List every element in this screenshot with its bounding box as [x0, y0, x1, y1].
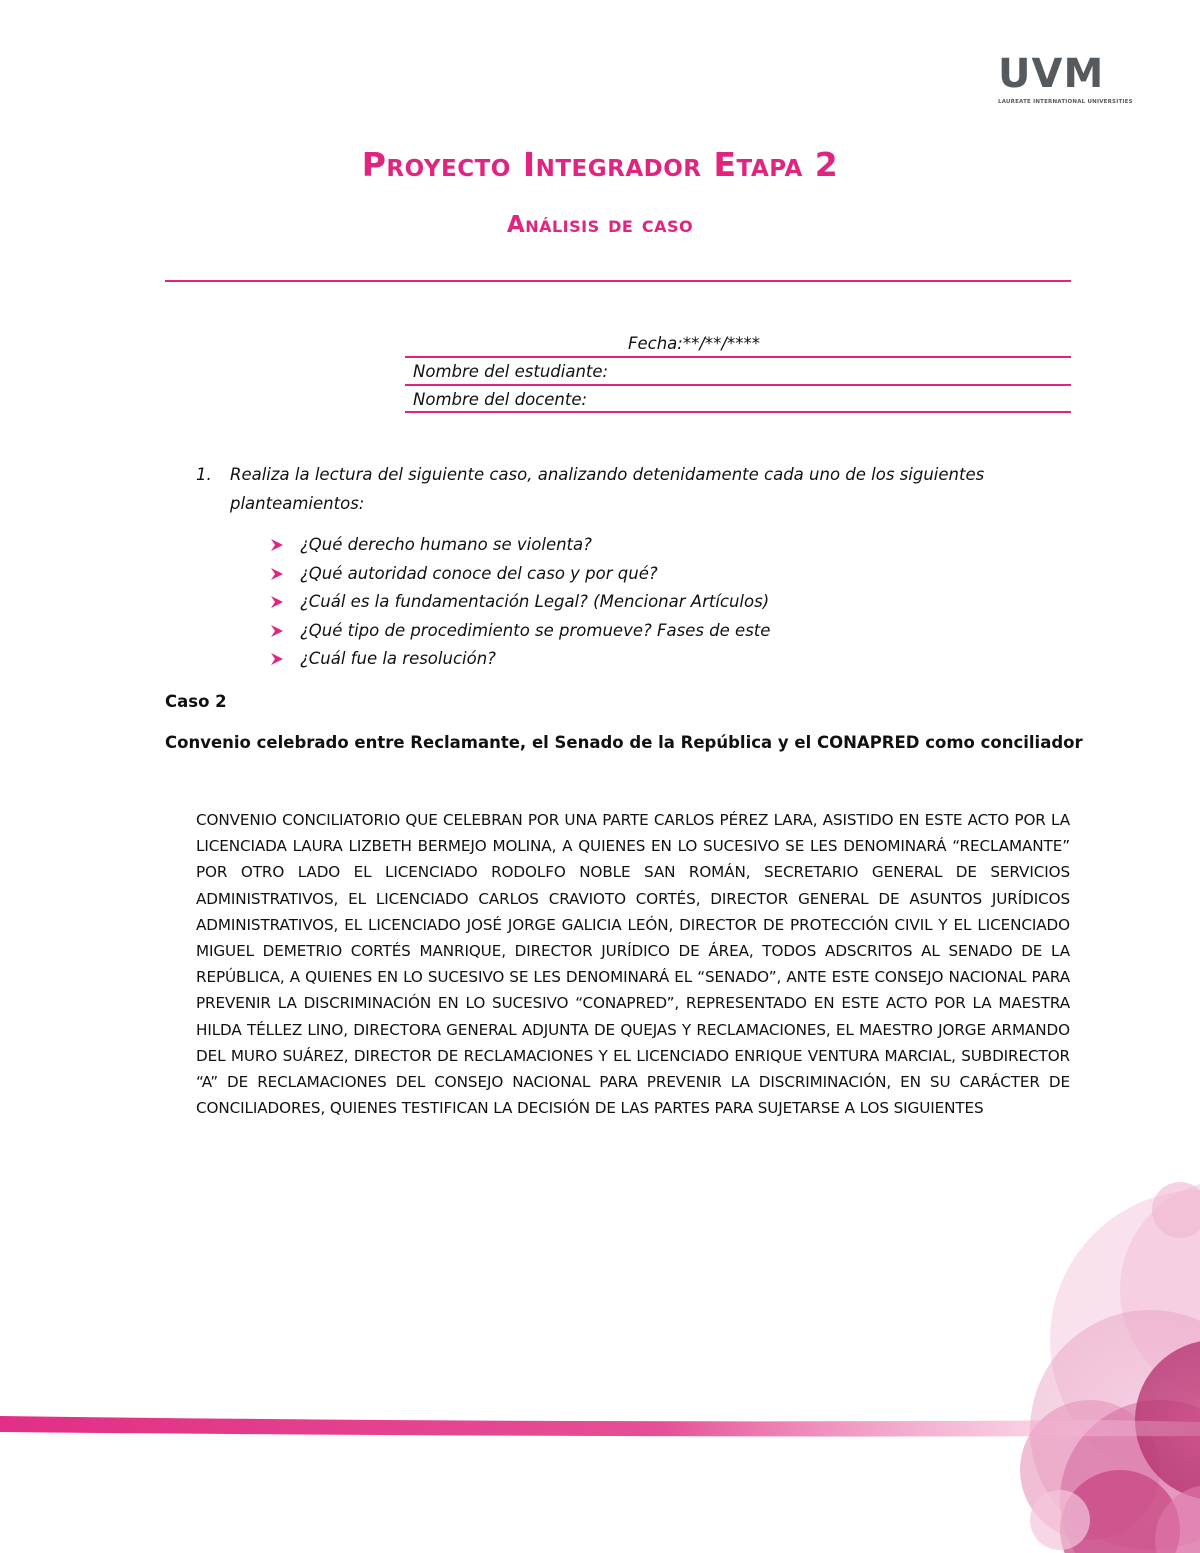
uvm-logo: [998, 51, 1133, 108]
question-item: [270, 588, 770, 617]
case-label: Caso 2: [165, 692, 227, 711]
teacher-underline: [405, 411, 1071, 413]
question-text: ¿Qué tipo de procedimiento se promueve? Fases de este: [300, 620, 771, 640]
arrow-bullet-icon: [270, 567, 284, 581]
question-item: [270, 531, 770, 560]
title-divider: [165, 280, 1071, 282]
question-item: [270, 645, 770, 674]
arrow-bullet-icon: [270, 595, 284, 609]
case-body-text: CONVENIO CONCILIATORIO QUE CELEBRAN POR UNA PARTE CARLOS PÉREZ LARA, ASISTIDO EN ESTE ACTO POR LA LICENCIADA LAURA LIZBETH BERMEJO MOLINA, A QUIENES EN LO SUCESIVO SE LES DENOMINARÁ “RECLAMANTE” POR OTRO LADO EL LICENCIADO RODOLFO NOBLE SAN ROMÁN, SECRETARIO GENERAL DE SERVICIOS ADMINISTRATIVOS, EL LICENCIADO CARLOS CRAVIOTO CORTÉS, DIRECTOR GENERAL DE ASUNTOS JURÍDICOS ADMINISTRATIVOS, EL LICENCIADO JOSÉ JORGE GALICIA LEÓN, DIRECTOR DE PROTECCIÓN CIVIL Y EL LICENCIADO MIGUEL DEMETRIO CORTÉS MANRIQUE, DIRECTOR JURÍDICO DE ÁREA, TODOS ADSCRITOS AL SENADO DE LA REPÚBLICA, A QUIENES EN LO SUCESIVO SE LES DENOMINARÁ EL “SENADO”, ANTE ESTE CONSEJO NACIONAL PARA PREVENIR LA DISCRIMINACIÓN EN LO SUCESIVO “CONAPRED”, REPRESENTADO EN ESTE ACTO POR LA MAESTRA HILDA TÉLLEZ LINO, DIRECTORA GENERAL ADJUNTA DE QUEJAS Y RECLAMACIONES, EL MAESTRO JORGE ARMANDO DEL MURO SUÁREZ, DIRECTOR DE RECLAMACIONES Y EL LICENCIADO ENRIQUE VENTURA MARCIAL, SUBDIRECTOR “A” DE RECLAMACIONES DEL CONSEJO NACIONAL PARA PREVENIR LA DISCRIMINACIÓN, EN SU CARÁCTER DE CONCILIADORES, QUIENES TESTIFICAN LA DECISIÓN DE LAS PARTES PARA SUJETARSE A LOS SIGUIENTES: [196, 811, 1070, 1118]
date-field: Fecha:**/**/****: [628, 334, 760, 353]
teacher-name-field: Nombre del docente:: [413, 390, 588, 409]
instruction-text: Realiza la lectura del siguiente caso, analizando detenidamente cada uno de los siguientes planteamientos:: [230, 465, 985, 513]
document-subtitle: Análisis de caso: [506, 212, 694, 238]
date-underline: [405, 356, 1071, 358]
arrow-bullet-icon: [270, 538, 284, 552]
case-title: Convenio celebrado entre Reclamante, el Senado de la República y el CONAPRED como conciliador: [165, 733, 1083, 752]
student-name-field: Nombre del estudiante:: [413, 362, 609, 381]
bottom-pink-band: [0, 1406, 1200, 1446]
document-title: Proyecto Integrador Etapa 2: [361, 145, 839, 184]
question-text: ¿Cuál es la fundamentación Legal? (Mencionar Artículos): [300, 592, 770, 611]
question-list: [270, 531, 770, 674]
logo-wordmark: UVM: [998, 51, 1105, 97]
question-text: ¿Qué autoridad conoce del caso y por qué?: [300, 563, 658, 583]
question-text: ¿Cuál fue la resolución?: [300, 649, 496, 668]
arrow-bullet-icon: [270, 652, 284, 666]
arrow-bullet-icon: [270, 624, 284, 638]
question-text: ¿Qué derecho humano se violenta?: [300, 535, 592, 554]
instruction-number: 1.: [196, 465, 212, 484]
student-underline: [405, 384, 1071, 386]
question-item: [270, 617, 770, 646]
question-item: [270, 560, 770, 589]
logo-tagline: LAUREATE INTERNATIONAL UNIVERSITIES: [998, 99, 1133, 105]
